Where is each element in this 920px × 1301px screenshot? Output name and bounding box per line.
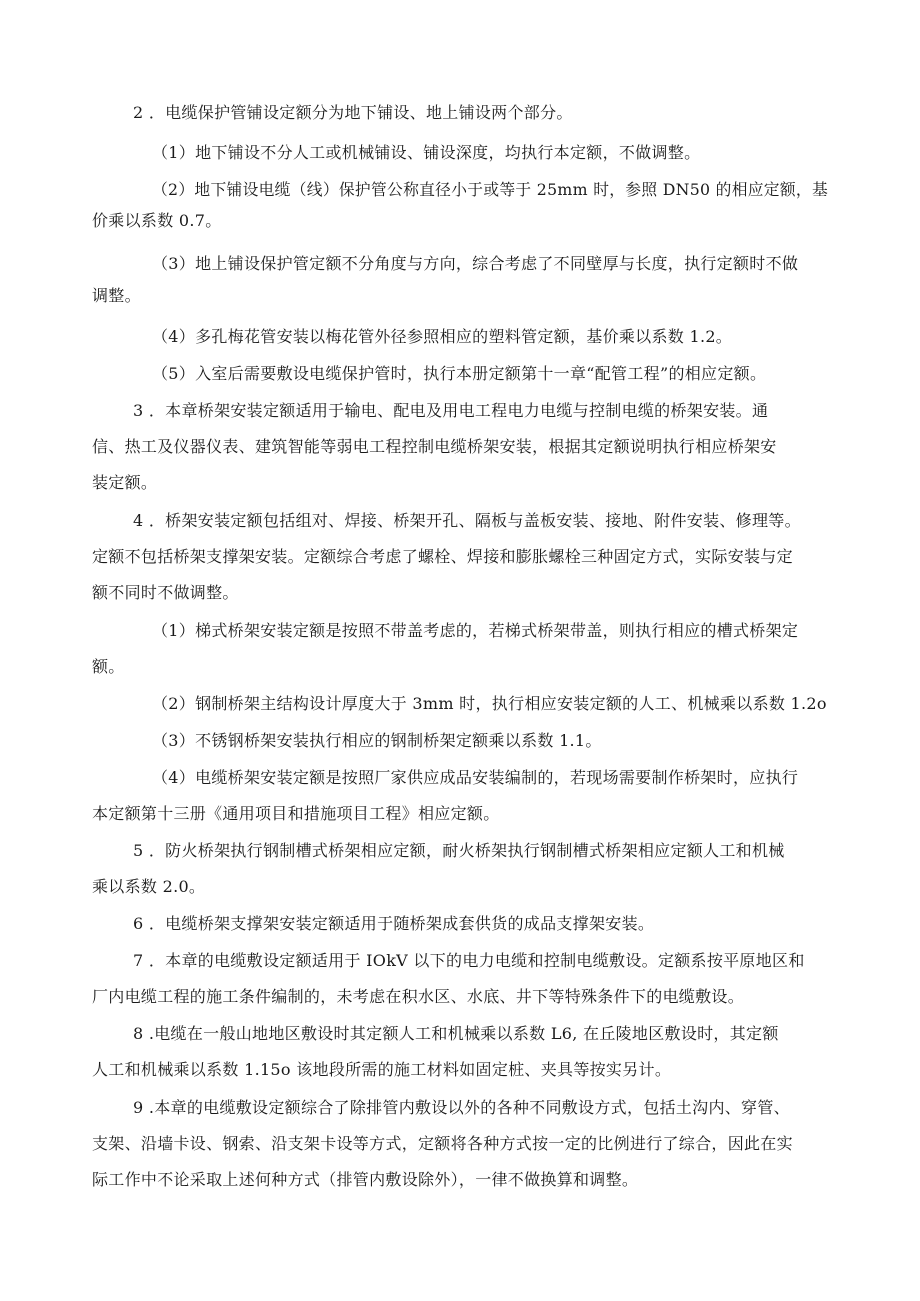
text-line: 价乘以系数 0.7。 [92, 211, 222, 230]
text-line: （3）不锈钢桥架安装执行相应的钢制桥架定额乘以系数 1.1。 [152, 731, 602, 750]
text-line: 8 .电缆在一般山地地区敷设时其定额人工和机械乘以系数 L6, 在丘陵地区敷设时，其定额 [133, 1024, 779, 1043]
text-line: （4）多孔梅花管安装以梅花管外径参照相应的塑料管定额，基价乘以系数 1.2。 [152, 327, 733, 346]
text-line: 9 .本章的电缆敷设定额综合了除排管内敷设以外的各种不同敷设方式，包括土沟内、穿管、 [133, 1098, 790, 1117]
text-line: （1）梯式桥架安装定额是按照不带盖考虑的，若梯式桥架带盖，则执行相应的槽式桥架定 [152, 621, 799, 640]
text-line: （5）入室后需要敷设电缆保护管时，执行本册定额第十一章“配管工程”的相应定额。 [152, 364, 767, 383]
text-line: （3）地上铺设保护管定额不分角度与方向，综合考虑了不同壁厚与长度，执行定额时不做 [152, 254, 799, 273]
text-line: 额不同时不做调整。 [92, 583, 239, 602]
text-line: 乘以系数 2.0。 [92, 877, 206, 896]
text-line: 4 ．桥架安装定额包括组对、焊接、桥架开孔、隔板与盖板安装、接地、附件安装、修理等。 [133, 511, 801, 530]
text-line: 人工和机械乘以系数 1.15o 该地段所需的施工材料如固定桩、夹具等按实另计。 [92, 1060, 672, 1079]
text-line: 本定额第十三册《通用项目和措施项目工程》相应定额。 [92, 804, 500, 823]
text-line: 7 ．本章的电缆敷设定额适用于 IOkV 以下的电力电缆和控制电缆敷设。定额系按平原地区和 [133, 951, 805, 970]
text-line: （4）电缆桥架安装定额是按照厂家供应成品安装编制的，若现场需要制作桥架时，应执行 [152, 768, 799, 787]
text-line: （2）钢制桥架主结构设计厚度大于 3mm 时，执行相应安装定额的人工、机械乘以系数 1.2o [152, 694, 827, 713]
text-line: 支架、沿墙卡设、钢索、沿支架卡设等方式，定额将各种方式按一定的比例进行了综合，因此在实 [92, 1134, 793, 1153]
text-line: 额。 [92, 657, 125, 676]
text-line: 2 ．电缆保护管铺设定额分为地下铺设、地上铺设两个部分。 [133, 103, 573, 122]
text-line: 6 ．电缆桥架支撑架安装定额适用于随桥架成套供货的成品支撑架安装。 [133, 914, 655, 933]
text-line: 装定额。 [92, 473, 158, 492]
text-line: 调整。 [92, 286, 141, 305]
text-line: 3 ．本章桥架安装定额适用于输电、配电及用电工程电力电缆与控制电缆的桥架安装。通 [133, 401, 769, 420]
text-line: （2）地下铺设电缆（线）保护管公称直径小于或等于 25mm 时，参照 DN50 的相应定额，基 [152, 180, 829, 199]
text-line: （1）地下铺设不分人工或机械铺设、铺设深度，均执行本定额，不做调整。 [152, 143, 701, 162]
text-line: 信、热工及仪器仪表、建筑智能等弱电工程控制电缆桥架安装，根据其定额说明执行相应桥架安 [92, 437, 777, 456]
text-line: 厂内电缆工程的施工条件编制的，未考虑在积水区、水底、井下等特殊条件下的电缆敷设。 [92, 987, 745, 1006]
text-line: 5 ．防火桥架执行钢制槽式桥架相应定额，耐火桥架执行钢制槽式桥架相应定额人工和机械 [133, 841, 785, 860]
text-line: 定额不包括桥架支撑架安装。定额综合考虑了螺栓、焊接和膨胀螺栓三种固定方式，实际安装与定 [92, 547, 793, 566]
text-line: 际工作中不论采取上述何种方式（排管内敷设除外），一律不做换算和调整。 [92, 1170, 639, 1189]
